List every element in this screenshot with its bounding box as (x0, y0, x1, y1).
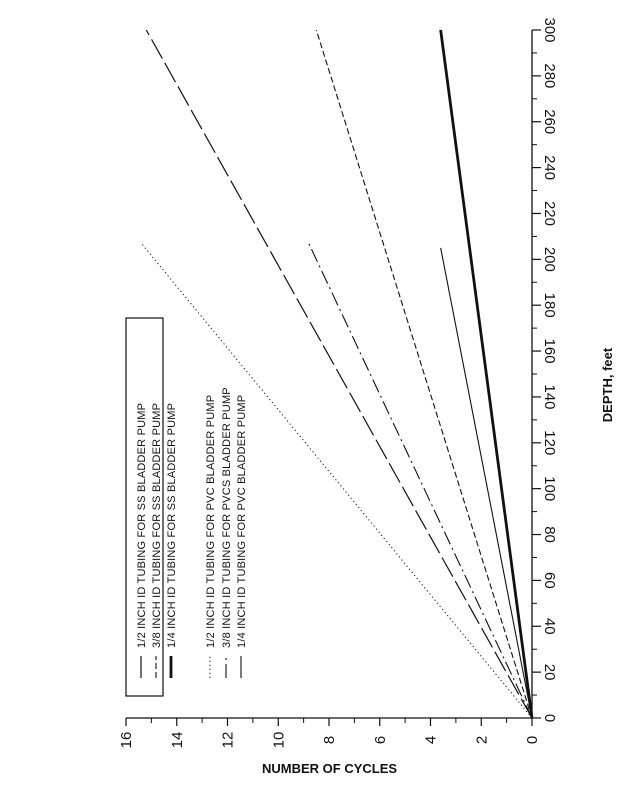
depth-tick-label: 120 (541, 430, 558, 456)
cycles-tick-label: 4 (422, 735, 440, 745)
depth-tick-label: 20 (541, 663, 558, 681)
series-line-2 (316, 30, 532, 718)
legend-label-4: 1/2 INCH ID TUBING FOR PVC BLADDER PUMP (205, 394, 217, 648)
cycles-tick-label: 14 (168, 731, 186, 749)
depth-tick-label: 0 (541, 713, 558, 723)
depth-tick-label: 280 (541, 63, 558, 89)
cycles-tick-label: 6 (371, 735, 389, 745)
depth-tick-label: 260 (541, 109, 558, 135)
legend-label-6: 1/4 INCH ID TUBING FOR PVC BLADDER PUMP (236, 394, 248, 648)
series-line-3 (441, 30, 532, 718)
cycles-tick-label: 16 (118, 731, 135, 749)
series-line-6 (441, 248, 532, 718)
depth-tick-label: 240 (541, 155, 558, 181)
depth-tick-label: 300 (541, 17, 558, 43)
cycles-tick-label: 0 (524, 735, 541, 745)
depth-tick-label: 60 (541, 572, 558, 589)
legend-label-5: 3/8 INCH ID TUBING FOR PVCS BLADDER PUMP (221, 387, 233, 648)
legend (126, 318, 248, 696)
plot-lines (141, 30, 532, 718)
depth-tick-label: 140 (541, 384, 558, 410)
cycles-tick-label: 12 (219, 731, 237, 749)
depth-tick-label: 180 (541, 292, 558, 318)
cycles-tick-label: 8 (321, 735, 338, 745)
series-line-4 (141, 243, 532, 718)
x-axis-title: DEPTH, feet (600, 347, 615, 423)
cycles-tick-label: 10 (270, 731, 288, 749)
legend-label-3: 1/4 INCH ID TUBING FOR SS BLADDER PUMP (166, 402, 178, 648)
depth-tick-label: 220 (541, 200, 558, 226)
cycles-tick-label: 2 (473, 735, 491, 745)
axes (118, 17, 558, 748)
series-line-5 (309, 243, 532, 718)
depth-tick-label: 40 (541, 617, 558, 635)
legend-label-1: 1/2 INCH ID TUBING FOR SS BLADDER PUMP (136, 402, 148, 648)
depth-tick-label: 160 (541, 338, 558, 364)
depth-tick-label: 80 (541, 526, 558, 543)
depth-tick-label: 200 (541, 246, 558, 272)
legend-label-2: 3/8 INCH ID TUBING FOR SS BLADDER PUMP (151, 402, 163, 648)
y-axis-title: NUMBER OF CYCLES (262, 761, 398, 776)
depth-tick-label: 100 (541, 476, 558, 502)
